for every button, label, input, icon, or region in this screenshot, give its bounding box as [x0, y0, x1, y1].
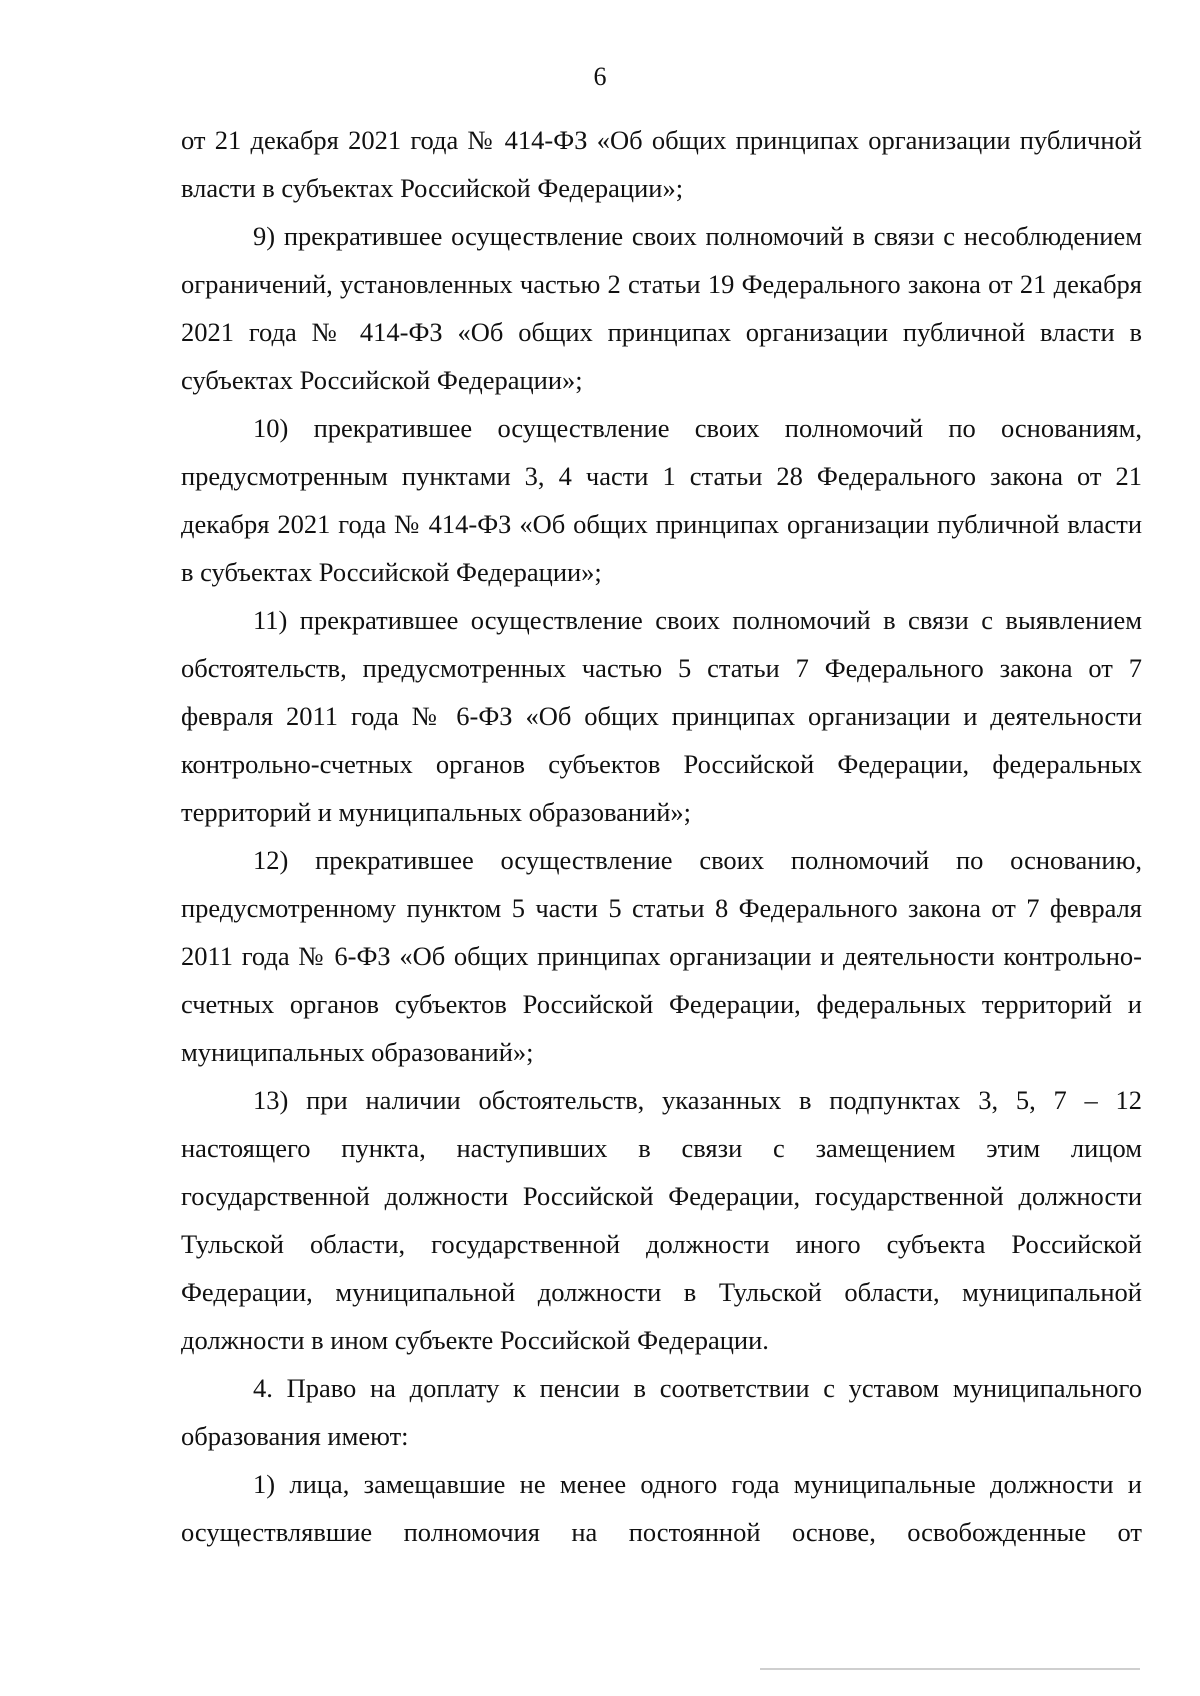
paragraph-continuation: от 21 декабря 2021 года № 414-ФЗ «Об общих принципах организации публичной власти в субъектах Российской Федерации»;: [181, 125, 1142, 203]
page-number: 6: [593, 62, 607, 91]
document-body: [181, 116, 1142, 1556]
paragraph-section-4: 4. Право на доплату к пенсии в соответствии с уставом муниципального образования имеют:: [181, 1373, 1142, 1451]
paragraph-item-9: 9) прекратившее осуществление своих полномочий в связи с несоблюдением ограничений, установленных частью 2 статьи 19 Федерального закона от 21 декабря 2021 года № 414-ФЗ «Об общих принципах организации публичной власти в субъектах Российской Федерации»;: [181, 221, 1142, 395]
paragraph-item-11: 11) прекратившее осуществление своих полномочий в связи с выявлением обстоятельств, предусмотренных частью 5 статьи 7 Федерального закона от 7 февраля 2011 года № 6-ФЗ «Об общих принципах организации и деятельности контрольно-счетных органов субъектов Российской Федерации, федеральных территорий и муниципальных образований»;: [181, 605, 1142, 827]
paragraph-item-12: 12) прекратившее осуществление своих полномочий по основанию, предусмотренному пунктом 5 части 5 статьи 8 Федерального закона от 7 февраля 2011 года № 6-ФЗ «Об общих принципах организации и деятельности контрольно-счетных органов субъектов Российской Федерации, федеральных территорий и муниципальных образований»;: [181, 845, 1142, 1067]
scan-artifact: [760, 1668, 1140, 1670]
paragraph-item-13: 13) при наличии обстоятельств, указанных в подпунктах 3, 5, 7 – 12 настоящего пункта, наступивших в связи с замещением этим лицом государственной должности Российской Федерации, государственной должности Тульской области, государственной должности иного субъекта Российской Федерации, муниципальной должности в Тульской области, муниципальной должности в ином субъекте Российской Федерации.: [181, 1085, 1142, 1355]
paragraph-section-4-item-1: 1) лица, замещавшие не менее одного года муниципальные должности и осуществлявшие полномочия на постоянной основе, освобожденные от: [181, 1469, 1142, 1547]
paragraph-item-10: 10) прекратившее осуществление своих полномочий по основаниям, предусмотренным пунктами 3, 4 части 1 статьи 28 Федерального закона от 21 декабря 2021 года № 414-ФЗ «Об общих принципах организации публичной власти в субъектах Российской Федерации»;: [181, 413, 1142, 587]
